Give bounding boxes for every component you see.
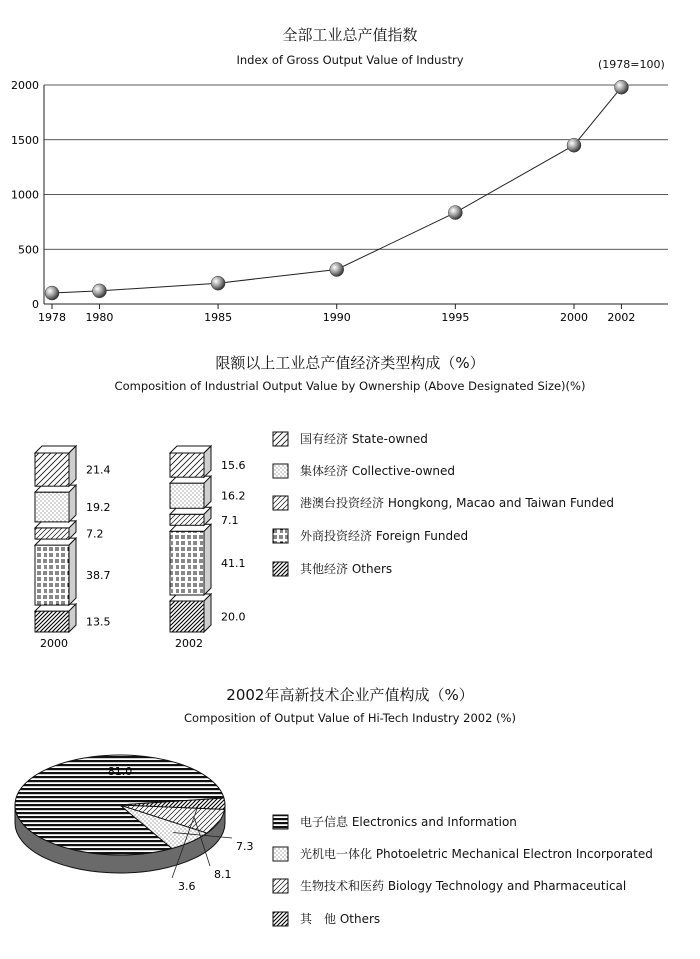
legend-item-collective-owned: [272, 462, 455, 479]
legend-label: 集体经济 Collective-owned: [300, 464, 456, 478]
y-tick-label: 2000: [11, 79, 39, 92]
bar-value-label: 7.1: [221, 513, 239, 527]
y-tick-label: 1000: [11, 188, 39, 202]
y-tick-label: 1500: [11, 133, 39, 147]
legend-item-others: [272, 560, 392, 577]
bar-category-label: 2000: [40, 637, 68, 650]
bar-value-label: 19.2: [86, 501, 111, 515]
bar-value-label: 7.2: [86, 527, 104, 541]
foreign-funded-swatch-icon: [272, 528, 290, 544]
bar-segment: [170, 601, 204, 632]
legend-item-state-owned: [272, 430, 428, 447]
legend-label: 国有经济 State-owned: [300, 432, 428, 446]
series-line: [52, 87, 621, 293]
biology-swatch-icon: [272, 878, 290, 894]
bar-segment: [170, 514, 204, 525]
others-swatch-icon: [272, 561, 290, 577]
state-owned-swatch-icon: [272, 431, 290, 447]
x-tick-label: 1985: [204, 311, 233, 324]
bar-value-label: 13.5: [86, 615, 111, 629]
hk-macao-taiwan-swatch-icon: [272, 495, 290, 511]
legend-item-foreign-funded: [272, 527, 468, 544]
bar-segment-side: [69, 446, 76, 486]
chart1-subtitle: Index of Gross Output Value of Industry: [236, 53, 464, 67]
bar-segment-side: [204, 524, 211, 595]
pie-value-label: 8.1: [214, 868, 232, 881]
bar-segment: [170, 453, 204, 477]
x-tick-label: 1980: [85, 311, 114, 324]
pie-value-label: 3.6: [178, 880, 196, 893]
y-tick-label: 500: [18, 243, 39, 257]
legend-label: 电子信息 Electronics and Information: [300, 815, 517, 829]
pie-chart: [0, 740, 270, 910]
bar-category-label: 2002: [175, 637, 203, 650]
legend-item-hk-macao-taiwan: [272, 494, 614, 511]
bar-value-label: 20.0: [221, 610, 246, 624]
data-point: [567, 138, 581, 152]
bar-value-label: 38.7: [86, 569, 111, 583]
pie-value-label: 7.3: [236, 840, 254, 853]
bar-segment: [35, 611, 69, 632]
legend-label: 其他经济 Others: [300, 562, 393, 576]
bar-segment: [170, 531, 204, 595]
electronics-swatch-icon: [272, 814, 290, 830]
legend-item-electronics: [272, 813, 517, 830]
legend-item-pie-others: [272, 910, 380, 927]
x-tick-label: 1990: [322, 311, 351, 324]
pie-others-swatch-icon: [272, 911, 290, 927]
photoelectric-swatch-icon: [272, 846, 290, 862]
legend-item-photoelectric: [272, 845, 653, 862]
bar-segment-side: [204, 594, 211, 632]
data-point: [448, 206, 462, 220]
bar-segment: [35, 528, 69, 539]
x-tick-label: 1995: [441, 311, 470, 324]
legend-label: 其 他 Others: [300, 912, 381, 926]
bar-value-label: 16.2: [221, 489, 246, 503]
pie-value-label: 81.0: [107, 765, 133, 778]
data-point: [330, 263, 344, 277]
chart2-subtitle: Composition of Industrial Output Value by Ownership (Above Designated Size)(%): [114, 379, 586, 393]
bar-value-label: 41.1: [221, 557, 246, 571]
legend-label: 光机电一体化 Photoeletric Mechanical Electron Incorporated: [300, 847, 653, 861]
bar-segment-side: [69, 485, 76, 522]
bar-segment: [170, 483, 204, 508]
stacked-bar-chart: [0, 420, 270, 660]
x-tick-label: 2000: [559, 311, 588, 324]
legend-label: 外商投资经济 Foreign Funded: [300, 529, 469, 543]
line-chart: [0, 0, 700, 340]
data-point: [614, 80, 628, 94]
bar-value-label: 21.4: [86, 463, 111, 477]
bar-segment: [35, 545, 69, 605]
collective-owned-swatch-icon: [272, 463, 290, 479]
data-point: [211, 276, 225, 290]
legend-item-biology: [272, 877, 626, 894]
legend-label: 港澳台投资经济 Hongkong, Macao and Taiwan Funded: [300, 496, 615, 510]
bar-value-label: 15.6: [221, 459, 246, 473]
data-point: [92, 284, 106, 298]
x-tick-label: 2002: [607, 311, 636, 324]
chart1-title: 全部工业总产值指数: [282, 26, 418, 44]
chart1-base-note: (1978=100): [598, 58, 665, 71]
legend-label: 生物技术和医药 Biology Technology and Pharmaceutical: [300, 879, 627, 893]
chart2-title: 限额以上工业总产值经济类型构成（%）: [215, 354, 485, 372]
chart3-title: 2002年高新技术企业产值构成（%）: [226, 686, 474, 704]
bar-segment-side: [69, 538, 76, 605]
y-tick-label: 0: [32, 298, 39, 311]
bar-segment: [35, 453, 69, 486]
x-tick-label: 1978: [38, 311, 66, 324]
chart3-subtitle: Composition of Output Value of Hi-Tech Industry 2002 (%): [184, 711, 516, 725]
bar-segment: [35, 492, 69, 522]
data-point: [45, 286, 59, 300]
